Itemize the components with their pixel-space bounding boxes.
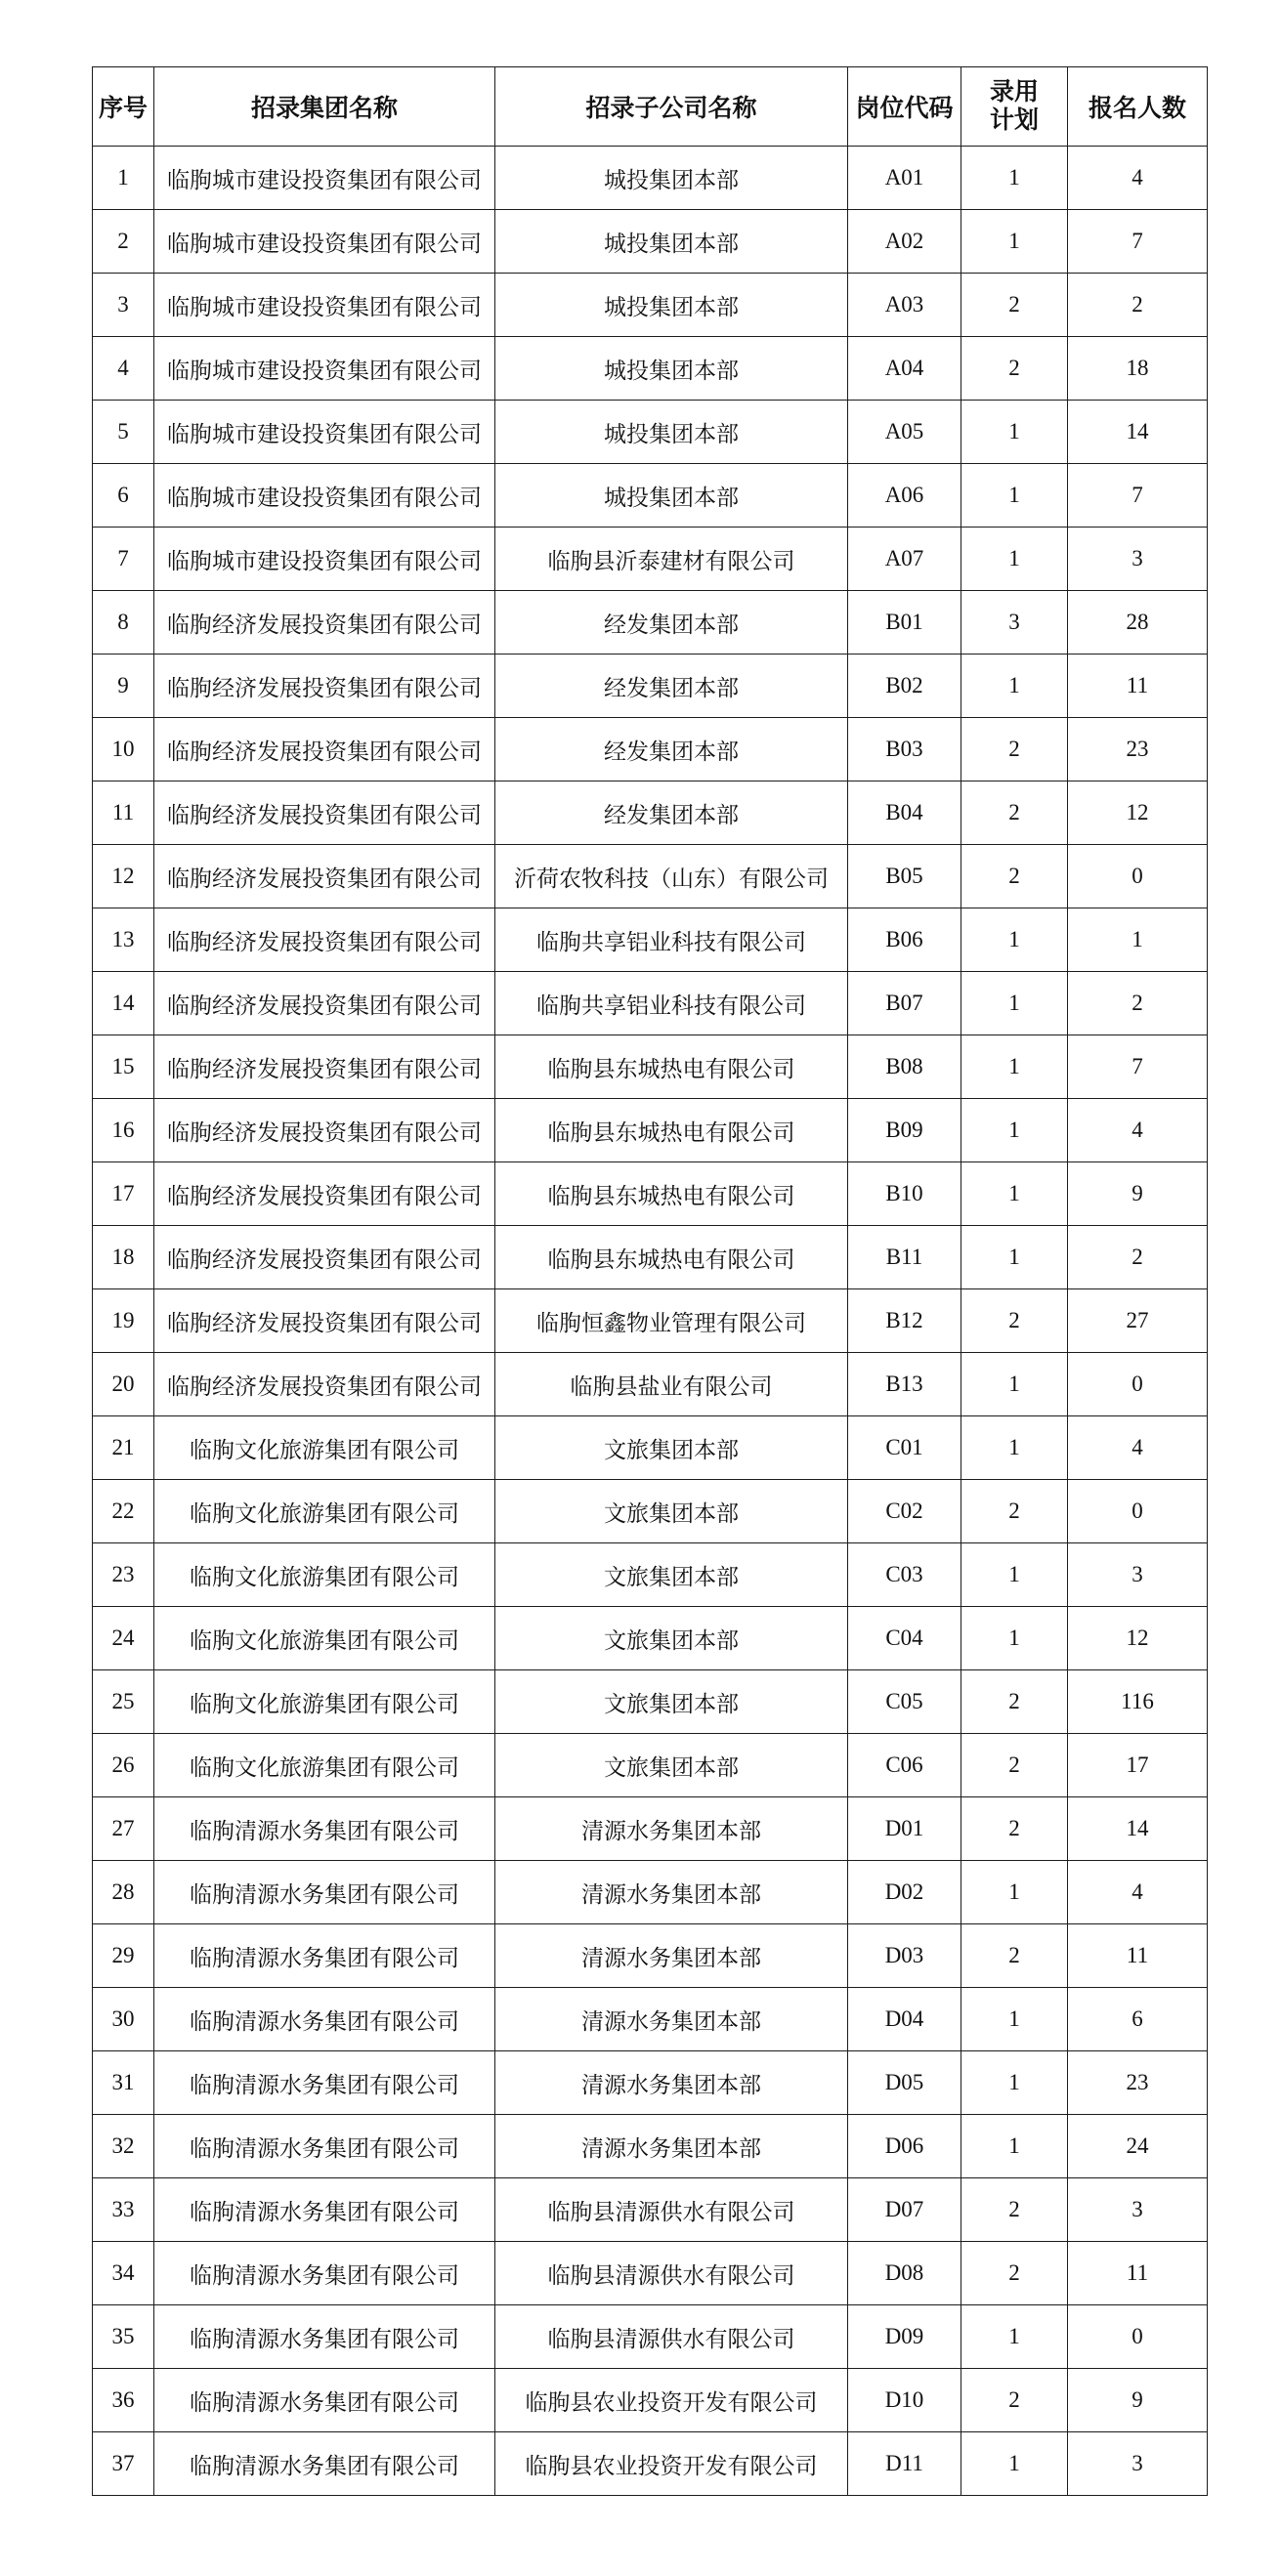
cell-hiring-plan: 2	[961, 1797, 1068, 1861]
cell-serial-number: 13	[93, 908, 154, 972]
table-row	[93, 1670, 1208, 1734]
cell-position-code: B05	[848, 845, 961, 908]
cell-serial-number: 29	[93, 1924, 154, 1988]
table-row	[93, 1099, 1208, 1162]
cell-subsidiary-name: 清源水务集团本部	[495, 2051, 848, 2115]
cell-group-name: 临朐清源水务集团有限公司	[154, 1988, 495, 2051]
table-row	[93, 528, 1208, 591]
cell-subsidiary-name: 临朐县东城热电有限公司	[495, 1099, 848, 1162]
cell-subsidiary-name: 临朐县农业投资开发有限公司	[495, 2432, 848, 2496]
cell-serial-number: 19	[93, 1289, 154, 1353]
cell-applicant-count: 9	[1068, 2369, 1208, 2432]
cell-serial-number: 17	[93, 1162, 154, 1226]
cell-group-name: 临朐清源水务集团有限公司	[154, 1861, 495, 1924]
cell-hiring-plan: 2	[961, 2369, 1068, 2432]
table-row	[93, 1797, 1208, 1861]
table-row	[93, 845, 1208, 908]
table-row	[93, 1289, 1208, 1353]
cell-serial-number: 30	[93, 1988, 154, 2051]
table-row	[93, 337, 1208, 401]
table-row	[93, 781, 1208, 845]
cell-serial-number: 9	[93, 655, 154, 718]
table-row	[93, 2242, 1208, 2305]
cell-subsidiary-name: 清源水务集团本部	[495, 1924, 848, 1988]
cell-serial-number: 20	[93, 1353, 154, 1416]
cell-serial-number: 34	[93, 2242, 154, 2305]
cell-serial-number: 32	[93, 2115, 154, 2178]
cell-hiring-plan: 2	[961, 718, 1068, 781]
cell-subsidiary-name: 临朐县东城热电有限公司	[495, 1162, 848, 1226]
table-row	[93, 464, 1208, 528]
cell-subsidiary-name: 沂荷农牧科技（山东）有限公司	[495, 845, 848, 908]
cell-position-code: C05	[848, 1670, 961, 1734]
cell-serial-number: 37	[93, 2432, 154, 2496]
cell-position-code: A07	[848, 528, 961, 591]
cell-group-name: 临朐经济发展投资集团有限公司	[154, 718, 495, 781]
cell-serial-number: 6	[93, 464, 154, 528]
cell-hiring-plan: 2	[961, 781, 1068, 845]
cell-applicant-count: 11	[1068, 2242, 1208, 2305]
cell-group-name: 临朐城市建设投资集团有限公司	[154, 337, 495, 401]
cell-applicant-count: 1	[1068, 908, 1208, 972]
cell-applicant-count: 24	[1068, 2115, 1208, 2178]
cell-applicant-count: 14	[1068, 401, 1208, 464]
table-row	[93, 655, 1208, 718]
cell-applicant-count: 2	[1068, 274, 1208, 337]
table-row	[93, 1035, 1208, 1099]
cell-subsidiary-name: 经发集团本部	[495, 591, 848, 655]
cell-applicant-count: 12	[1068, 781, 1208, 845]
cell-subsidiary-name: 城投集团本部	[495, 337, 848, 401]
cell-applicant-count: 18	[1068, 337, 1208, 401]
cell-subsidiary-name: 清源水务集团本部	[495, 2115, 848, 2178]
cell-serial-number: 7	[93, 528, 154, 591]
cell-serial-number: 1	[93, 147, 154, 210]
cell-position-code: C03	[848, 1543, 961, 1607]
cell-group-name: 临朐清源水务集团有限公司	[154, 2051, 495, 2115]
cell-position-code: D07	[848, 2178, 961, 2242]
cell-applicant-count: 28	[1068, 591, 1208, 655]
header-row	[93, 67, 1208, 147]
cell-serial-number: 25	[93, 1670, 154, 1734]
cell-position-code: C01	[848, 1416, 961, 1480]
cell-serial-number: 14	[93, 972, 154, 1035]
cell-position-code: D08	[848, 2242, 961, 2305]
cell-serial-number: 28	[93, 1861, 154, 1924]
cell-hiring-plan: 1	[961, 1353, 1068, 1416]
cell-group-name: 临朐经济发展投资集团有限公司	[154, 1353, 495, 1416]
cell-group-name: 临朐清源水务集团有限公司	[154, 2242, 495, 2305]
cell-group-name: 临朐经济发展投资集团有限公司	[154, 1035, 495, 1099]
cell-serial-number: 8	[93, 591, 154, 655]
cell-group-name: 临朐城市建设投资集团有限公司	[154, 274, 495, 337]
cell-hiring-plan: 2	[961, 2178, 1068, 2242]
cell-serial-number: 3	[93, 274, 154, 337]
cell-hiring-plan: 1	[961, 908, 1068, 972]
cell-applicant-count: 3	[1068, 528, 1208, 591]
cell-hiring-plan: 1	[961, 2305, 1068, 2369]
cell-applicant-count: 23	[1068, 2051, 1208, 2115]
cell-subsidiary-name: 临朐县东城热电有限公司	[495, 1035, 848, 1099]
cell-subsidiary-name: 文旅集团本部	[495, 1416, 848, 1480]
cell-applicant-count: 11	[1068, 1924, 1208, 1988]
cell-subsidiary-name: 清源水务集团本部	[495, 1797, 848, 1861]
cell-hiring-plan: 1	[961, 210, 1068, 274]
cell-hiring-plan: 2	[961, 1480, 1068, 1543]
cell-serial-number: 18	[93, 1226, 154, 1289]
cell-position-code: B12	[848, 1289, 961, 1353]
cell-position-code: B04	[848, 781, 961, 845]
header-group-name: 招录集团名称	[154, 67, 495, 147]
cell-group-name: 临朐经济发展投资集团有限公司	[154, 781, 495, 845]
cell-position-code: C04	[848, 1607, 961, 1670]
cell-position-code: D09	[848, 2305, 961, 2369]
cell-applicant-count: 0	[1068, 1480, 1208, 1543]
cell-applicant-count: 3	[1068, 1543, 1208, 1607]
cell-group-name: 临朐城市建设投资集团有限公司	[154, 528, 495, 591]
table-row	[93, 1734, 1208, 1797]
cell-subsidiary-name: 临朐共享铝业科技有限公司	[495, 908, 848, 972]
cell-applicant-count: 4	[1068, 1416, 1208, 1480]
cell-group-name: 临朐文化旅游集团有限公司	[154, 1670, 495, 1734]
cell-position-code: B02	[848, 655, 961, 718]
cell-serial-number: 23	[93, 1543, 154, 1607]
cell-hiring-plan: 3	[961, 591, 1068, 655]
cell-hiring-plan: 1	[961, 147, 1068, 210]
cell-hiring-plan: 2	[961, 337, 1068, 401]
table-row	[93, 401, 1208, 464]
cell-applicant-count: 2	[1068, 1226, 1208, 1289]
cell-group-name: 临朐城市建设投资集团有限公司	[154, 147, 495, 210]
header-serial-number: 序号	[93, 67, 154, 147]
table-row	[93, 972, 1208, 1035]
cell-applicant-count: 0	[1068, 1353, 1208, 1416]
cell-applicant-count: 0	[1068, 845, 1208, 908]
cell-subsidiary-name: 临朐县沂泰建材有限公司	[495, 528, 848, 591]
cell-subsidiary-name: 经发集团本部	[495, 655, 848, 718]
cell-applicant-count: 3	[1068, 2432, 1208, 2496]
cell-applicant-count: 3	[1068, 2178, 1208, 2242]
cell-position-code: D02	[848, 1861, 961, 1924]
cell-applicant-count: 11	[1068, 655, 1208, 718]
header-position-code: 岗位代码	[848, 67, 961, 147]
cell-subsidiary-name: 城投集团本部	[495, 464, 848, 528]
cell-hiring-plan: 1	[961, 655, 1068, 718]
cell-position-code: B03	[848, 718, 961, 781]
table-row	[93, 274, 1208, 337]
table-row	[93, 1480, 1208, 1543]
cell-hiring-plan: 1	[961, 1226, 1068, 1289]
cell-subsidiary-name: 临朐县盐业有限公司	[495, 1353, 848, 1416]
cell-group-name: 临朐城市建设投资集团有限公司	[154, 401, 495, 464]
cell-serial-number: 27	[93, 1797, 154, 1861]
cell-position-code: B01	[848, 591, 961, 655]
table-row	[93, 2178, 1208, 2242]
cell-subsidiary-name: 临朐共享铝业科技有限公司	[495, 972, 848, 1035]
cell-hiring-plan: 1	[961, 1416, 1068, 1480]
cell-serial-number: 35	[93, 2305, 154, 2369]
cell-hiring-plan: 1	[961, 2115, 1068, 2178]
table-row	[93, 2369, 1208, 2432]
cell-serial-number: 24	[93, 1607, 154, 1670]
cell-subsidiary-name: 城投集团本部	[495, 147, 848, 210]
cell-hiring-plan: 1	[961, 528, 1068, 591]
cell-position-code: D03	[848, 1924, 961, 1988]
cell-applicant-count: 7	[1068, 1035, 1208, 1099]
cell-serial-number: 2	[93, 210, 154, 274]
cell-serial-number: 31	[93, 2051, 154, 2115]
cell-subsidiary-name: 文旅集团本部	[495, 1543, 848, 1607]
cell-applicant-count: 12	[1068, 1607, 1208, 1670]
table-row	[93, 718, 1208, 781]
cell-group-name: 临朐经济发展投资集团有限公司	[154, 908, 495, 972]
cell-hiring-plan: 1	[961, 1035, 1068, 1099]
cell-position-code: A03	[848, 274, 961, 337]
table-row	[93, 1988, 1208, 2051]
cell-position-code: B13	[848, 1353, 961, 1416]
cell-applicant-count: 6	[1068, 1988, 1208, 2051]
table-row	[93, 908, 1208, 972]
cell-position-code: B06	[848, 908, 961, 972]
table-row	[93, 1226, 1208, 1289]
cell-applicant-count: 4	[1068, 1861, 1208, 1924]
cell-serial-number: 15	[93, 1035, 154, 1099]
table-row	[93, 1924, 1208, 1988]
cell-position-code: D05	[848, 2051, 961, 2115]
cell-position-code: B10	[848, 1162, 961, 1226]
cell-position-code: A02	[848, 210, 961, 274]
cell-position-code: B08	[848, 1035, 961, 1099]
cell-group-name: 临朐文化旅游集团有限公司	[154, 1416, 495, 1480]
cell-group-name: 临朐经济发展投资集团有限公司	[154, 1289, 495, 1353]
cell-position-code: C02	[848, 1480, 961, 1543]
cell-subsidiary-name: 文旅集团本部	[495, 1607, 848, 1670]
cell-group-name: 临朐文化旅游集团有限公司	[154, 1734, 495, 1797]
table-header	[93, 67, 1208, 147]
cell-hiring-plan: 1	[961, 401, 1068, 464]
cell-group-name: 临朐清源水务集团有限公司	[154, 2305, 495, 2369]
cell-subsidiary-name: 城投集团本部	[495, 274, 848, 337]
table-row	[93, 1607, 1208, 1670]
cell-hiring-plan: 2	[961, 1289, 1068, 1353]
cell-subsidiary-name: 经发集团本部	[495, 718, 848, 781]
cell-position-code: D06	[848, 2115, 961, 2178]
table-row	[93, 2432, 1208, 2496]
cell-group-name: 临朐经济发展投资集团有限公司	[154, 1099, 495, 1162]
table-body	[93, 147, 1208, 2496]
header-subsidiary-name: 招录子公司名称	[495, 67, 848, 147]
cell-serial-number: 16	[93, 1099, 154, 1162]
cell-subsidiary-name: 临朐县清源供水有限公司	[495, 2242, 848, 2305]
cell-hiring-plan: 2	[961, 1924, 1068, 1988]
cell-applicant-count: 2	[1068, 972, 1208, 1035]
cell-hiring-plan: 1	[961, 2051, 1068, 2115]
cell-group-name: 临朐文化旅游集团有限公司	[154, 1607, 495, 1670]
table-row	[93, 1416, 1208, 1480]
cell-position-code: D11	[848, 2432, 961, 2496]
cell-applicant-count: 4	[1068, 147, 1208, 210]
cell-serial-number: 33	[93, 2178, 154, 2242]
table-row	[93, 210, 1208, 274]
cell-serial-number: 26	[93, 1734, 154, 1797]
cell-group-name: 临朐文化旅游集团有限公司	[154, 1480, 495, 1543]
cell-position-code: A04	[848, 337, 961, 401]
cell-group-name: 临朐清源水务集团有限公司	[154, 2432, 495, 2496]
cell-position-code: A05	[848, 401, 961, 464]
cell-hiring-plan: 2	[961, 1734, 1068, 1797]
cell-subsidiary-name: 临朐县农业投资开发有限公司	[495, 2369, 848, 2432]
table-row	[93, 2305, 1208, 2369]
cell-applicant-count: 14	[1068, 1797, 1208, 1861]
cell-hiring-plan: 1	[961, 1543, 1068, 1607]
cell-subsidiary-name: 城投集团本部	[495, 210, 848, 274]
cell-subsidiary-name: 清源水务集团本部	[495, 1861, 848, 1924]
cell-applicant-count: 0	[1068, 2305, 1208, 2369]
cell-group-name: 临朐经济发展投资集团有限公司	[154, 1162, 495, 1226]
table-row	[93, 147, 1208, 210]
cell-group-name: 临朐清源水务集团有限公司	[154, 2369, 495, 2432]
cell-applicant-count: 27	[1068, 1289, 1208, 1353]
table-row	[93, 1543, 1208, 1607]
cell-subsidiary-name: 经发集团本部	[495, 781, 848, 845]
cell-position-code: B09	[848, 1099, 961, 1162]
cell-applicant-count: 116	[1068, 1670, 1208, 1734]
cell-group-name: 临朐经济发展投资集团有限公司	[154, 972, 495, 1035]
cell-subsidiary-name: 清源水务集团本部	[495, 1988, 848, 2051]
cell-group-name: 临朐城市建设投资集团有限公司	[154, 210, 495, 274]
cell-hiring-plan: 1	[961, 2432, 1068, 2496]
cell-applicant-count: 7	[1068, 210, 1208, 274]
cell-hiring-plan: 1	[961, 1988, 1068, 2051]
cell-applicant-count: 4	[1068, 1099, 1208, 1162]
cell-serial-number: 21	[93, 1416, 154, 1480]
cell-hiring-plan: 1	[961, 1861, 1068, 1924]
cell-subsidiary-name: 文旅集团本部	[495, 1670, 848, 1734]
cell-hiring-plan: 2	[961, 274, 1068, 337]
cell-group-name: 临朐清源水务集团有限公司	[154, 1797, 495, 1861]
cell-serial-number: 36	[93, 2369, 154, 2432]
cell-subsidiary-name: 文旅集团本部	[495, 1480, 848, 1543]
recruitment-table	[92, 66, 1208, 2496]
cell-group-name: 临朐清源水务集团有限公司	[154, 2115, 495, 2178]
cell-applicant-count: 9	[1068, 1162, 1208, 1226]
cell-hiring-plan: 1	[961, 972, 1068, 1035]
cell-subsidiary-name: 临朐恒鑫物业管理有限公司	[495, 1289, 848, 1353]
cell-group-name: 临朐文化旅游集团有限公司	[154, 1543, 495, 1607]
cell-hiring-plan: 2	[961, 1670, 1068, 1734]
table-row	[93, 1162, 1208, 1226]
table-row	[93, 1861, 1208, 1924]
cell-subsidiary-name: 临朐县清源供水有限公司	[495, 2178, 848, 2242]
cell-hiring-plan: 2	[961, 2242, 1068, 2305]
table-row	[93, 1353, 1208, 1416]
cell-hiring-plan: 1	[961, 1162, 1068, 1226]
cell-position-code: B11	[848, 1226, 961, 1289]
cell-group-name: 临朐清源水务集团有限公司	[154, 2178, 495, 2242]
cell-serial-number: 10	[93, 718, 154, 781]
cell-serial-number: 11	[93, 781, 154, 845]
cell-group-name: 临朐经济发展投资集团有限公司	[154, 655, 495, 718]
cell-group-name: 临朐经济发展投资集团有限公司	[154, 591, 495, 655]
cell-serial-number: 4	[93, 337, 154, 401]
cell-position-code: B07	[848, 972, 961, 1035]
cell-position-code: D10	[848, 2369, 961, 2432]
cell-subsidiary-name: 临朐县清源供水有限公司	[495, 2305, 848, 2369]
table-row	[93, 2115, 1208, 2178]
table-row	[93, 591, 1208, 655]
cell-subsidiary-name: 临朐县东城热电有限公司	[495, 1226, 848, 1289]
table-row	[93, 2051, 1208, 2115]
header-applicant-count: 报名人数	[1068, 67, 1208, 147]
cell-group-name: 临朐城市建设投资集团有限公司	[154, 464, 495, 528]
cell-position-code: D04	[848, 1988, 961, 2051]
cell-group-name: 临朐经济发展投资集团有限公司	[154, 845, 495, 908]
cell-position-code: C06	[848, 1734, 961, 1797]
cell-position-code: A06	[848, 464, 961, 528]
cell-serial-number: 22	[93, 1480, 154, 1543]
cell-hiring-plan: 1	[961, 464, 1068, 528]
cell-applicant-count: 7	[1068, 464, 1208, 528]
header-hiring-plan-label: 录用计划	[989, 78, 1039, 134]
cell-group-name: 临朐经济发展投资集团有限公司	[154, 1226, 495, 1289]
header-hiring-plan	[961, 67, 1068, 147]
cell-serial-number: 12	[93, 845, 154, 908]
cell-serial-number: 5	[93, 401, 154, 464]
cell-group-name: 临朐清源水务集团有限公司	[154, 1924, 495, 1988]
cell-position-code: D01	[848, 1797, 961, 1861]
cell-subsidiary-name: 文旅集团本部	[495, 1734, 848, 1797]
cell-subsidiary-name: 城投集团本部	[495, 401, 848, 464]
cell-applicant-count: 17	[1068, 1734, 1208, 1797]
cell-hiring-plan: 1	[961, 1607, 1068, 1670]
cell-hiring-plan: 1	[961, 1099, 1068, 1162]
cell-hiring-plan: 2	[961, 845, 1068, 908]
cell-applicant-count: 23	[1068, 718, 1208, 781]
cell-position-code: A01	[848, 147, 961, 210]
